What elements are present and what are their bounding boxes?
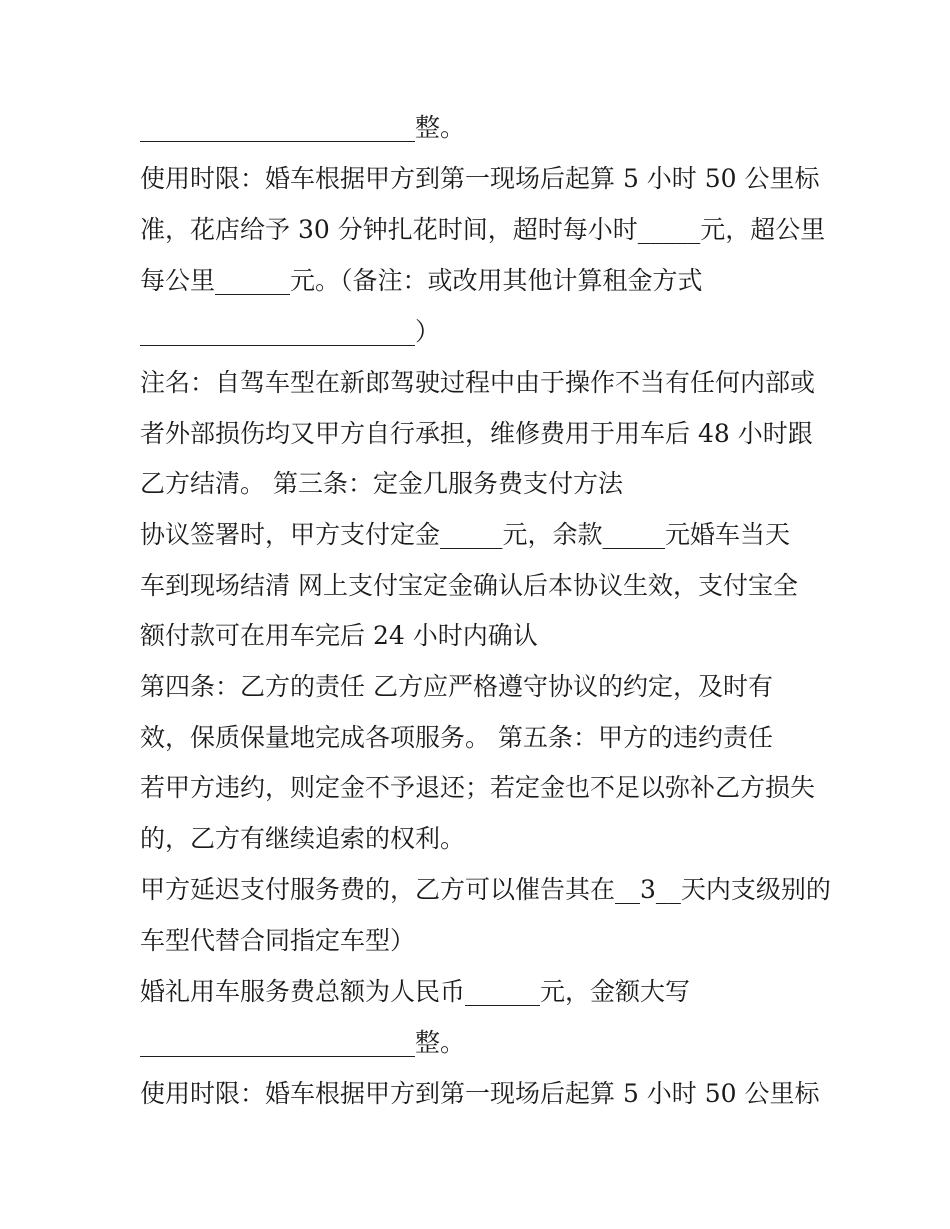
- text-line: 准，花店给予 30 分钟扎花时间，超时每小时_____元，超公里: [140, 215, 826, 244]
- text-line: 甲方延迟支付服务费的，乙方可以催告其在__3__天内支级别的: [140, 875, 831, 904]
- text-line: 使用时限：婚车根据甲方到第一现场后起算 5 小时 50 公里标: [140, 164, 820, 193]
- text-line: 每公里______元。（备注：或改用其他计算租金方式: [140, 266, 703, 295]
- text-line: 车到现场结清 网上支付宝定金确认后本协议生效，支付宝全: [140, 571, 798, 600]
- text-line: 额付款可在用车完后 24 小时内确认: [140, 621, 538, 650]
- text-line: ______________________）: [140, 317, 441, 346]
- text-line: 协议签署时，甲方支付定金_____元，余款_____元婚车当天: [140, 520, 791, 549]
- text-line: 者外部损伤均又甲方自行承担，维修费用于用车后 48 小时跟: [140, 419, 813, 448]
- text-line: 第四条：乙方的责任 乙方应严格遵守协议的约定，及时有: [140, 672, 773, 701]
- text-line: 的，乙方有继续追索的权利。: [140, 824, 466, 853]
- text-line: 若甲方违约，则定金不予退还；若定金也不足以弥补乙方损失: [140, 773, 816, 802]
- text-line: 车型代替合同指定车型）: [140, 926, 416, 955]
- text-line: ______________________整。: [140, 113, 466, 142]
- text-line: 婚礼用车服务费总额为人民币______元，金额大写: [140, 977, 691, 1006]
- text-line: 注名：自驾车型在新郎驾驶过程中由于操作不当有任何内部或: [140, 368, 816, 397]
- text-line: 效，保质保量地完成各项服务。 第五条：甲方的违约责任: [140, 723, 773, 752]
- text-line: 使用时限：婚车根据甲方到第一现场后起算 5 小时 50 公里标: [140, 1079, 820, 1108]
- text-line: 乙方结清。 第三条：定金几服务费支付方法: [140, 469, 623, 498]
- text-line: ______________________整。: [140, 1028, 466, 1057]
